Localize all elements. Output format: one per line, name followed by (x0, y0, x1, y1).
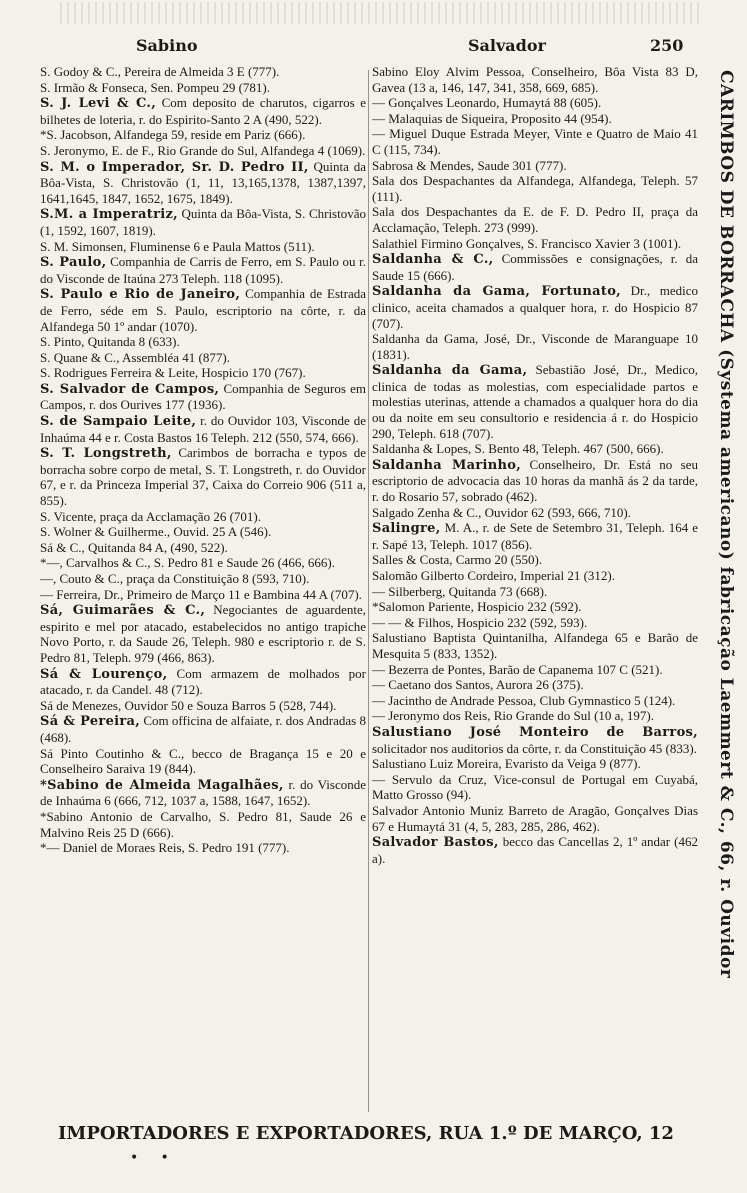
directory-entry (40, 127, 366, 143)
directory-entry (40, 381, 366, 413)
header-left: Sabino (136, 36, 198, 55)
entry-details: Com deposito de charutos, cigarros e bilhetes de loteria, r. do Espirito-Santo 2 A (490, 522). (40, 95, 366, 127)
entry-details: S. Pedro 191 (777). (184, 840, 290, 856)
entry-name: Sabino Eloy Alvim Pessoa, (372, 64, 525, 79)
entry-details: Pereira de Almeida 3 E (777). (120, 64, 280, 79)
entry-name: —, Couto & C., (40, 571, 124, 586)
entry-name: S. Vicente, (40, 508, 97, 524)
print-noise (60, 2, 700, 24)
entry-details: Companhia de Estrada de Ferro, séde em S. Paulo, escriptorio na côrte, r. da Alfandega 50 1º andar (1070). (40, 286, 366, 334)
directory-entry (40, 64, 366, 80)
entry-details: Rio Grande do Sul (10 a, 197). (490, 708, 655, 724)
directory-entry (40, 254, 366, 286)
directory-entry (372, 803, 698, 834)
directory-entry (372, 158, 698, 174)
directory-entry (40, 698, 366, 714)
entry-details: Ouvidor 62 (593, 666, 710). (481, 504, 631, 520)
directory-entry (372, 362, 698, 441)
entry-details: Sen. Pompeu 29 (781). (147, 79, 271, 95)
entry-details: Hospicio 170 (767). (198, 365, 306, 381)
entry-details: Carimbos de borracha e typos de borracha sobre corpo de metal, S. T. Longstreth, r. do Ouvidor 67, e r. da Princeza Imperial 37, Caixa do Correio 906 (511 a, 855). (40, 445, 366, 509)
entry-details: Sebastião José, Dr., Medico, clinica de todas as molestias, com especialidade partos e molestias uterinas, attende a chamados a qualquer hora do dia ou da noite em seu consultorio e residencia á r. do Hospicio 290, Teleph. 618 (707). (372, 362, 698, 441)
entry-details: S. Pedro 81, Saude 26 e Malvino Reis 25 D (666). (40, 808, 366, 840)
entry-name: — Miguel Duque Estrada Meyer, (372, 126, 550, 142)
entry-details: Quitanda 73 (668). (445, 583, 548, 599)
directory-entry (40, 365, 366, 381)
directory-entry (372, 236, 698, 252)
entry-name: Salathiel Firmino Gonçalves, (372, 235, 525, 251)
directory-entry (372, 708, 698, 724)
entry-details: Vinte e Quatro de Maio 41 C (115, 734). (372, 126, 698, 157)
footer-dots: • • (130, 1150, 169, 1166)
entry-name: S. de Sampaio Leite, (40, 414, 197, 430)
directory-entry (372, 505, 698, 521)
directory-entry (40, 571, 366, 587)
entry-details: S. Francisco Xavier 3 (1001). (524, 235, 682, 251)
entry-name: — Caetano dos Santos, (372, 677, 494, 693)
directory-entry (40, 840, 366, 856)
directory-entry (40, 413, 366, 445)
directory-entry (372, 630, 698, 661)
entry-name: Salomão Gilberto Cordeiro, (372, 568, 517, 583)
entry-name: *— Daniel de Moraes Reis, (40, 840, 185, 856)
entry-details: praça da Acclamação, Teleph. 273 (999). (372, 204, 698, 235)
entry-details: praça da Constituição 8 (593, 710). (123, 571, 310, 586)
entry-name: Saldanha da Gama, Fortunato, (372, 284, 621, 300)
entry-name: S. J. Levi & C., (40, 96, 157, 112)
directory-entry (40, 80, 366, 96)
entry-name: *S. Jacobson, (40, 127, 112, 143)
directory-entry (40, 540, 366, 556)
page-number: 250 (650, 36, 684, 55)
directory-entry (372, 662, 698, 678)
directory-entry (40, 587, 366, 603)
side-advertisement-text: CARIMBOS DE BORRACHA (Systema americano) fabricação Laemmert & C., 66, r. Ouvidor (716, 70, 736, 979)
entry-name: Sá Pinto Coutinho & C., (40, 745, 185, 761)
directory-entry (40, 206, 366, 238)
directory-entry (40, 159, 366, 207)
entry-name: — Jeronymo dos Reis, (372, 708, 491, 724)
entry-details: M. A., r. de Sete de Setembro 31, Teleph. 164 e r. Sapé 13, Teleph. 1017 (856). (372, 520, 698, 552)
entry-name: — Servulo da Cruz, (372, 771, 487, 787)
entry-details: Dr., Visconde de Maranguape 10 (1831). (372, 331, 698, 362)
directory-entry (372, 204, 698, 235)
entry-name: — Ferreira, (40, 586, 101, 602)
entry-details: Evaristo da Veiga 9 (877). (501, 756, 641, 772)
entry-details: Companhia de Seguros em Campos, r. dos Ourives 177 (1936). (40, 380, 366, 413)
entry-name: Sala dos Despachantes da Alfandega, (372, 173, 575, 189)
entry-details: Alfandega 59, reside em Pariz (666). (111, 127, 306, 143)
directory-entry (372, 331, 698, 362)
entry-details: Ouvidor 50 e Souza Barros 5 (528, 744). (121, 697, 337, 713)
directory-entry (40, 509, 366, 525)
directory-entry (40, 713, 366, 745)
entry-details: Barão de Capanema 107 C (521). (485, 661, 663, 677)
directory-entry (40, 239, 366, 255)
entry-name: Sá de Menezes, (40, 697, 122, 713)
entry-name: Salingre, (372, 521, 441, 537)
directory-entry (40, 334, 366, 350)
entry-details: becco das Cancellas 2, 1º andar (462 a). (372, 834, 698, 866)
entry-name: S. Rodrigues Ferreira & Leite, (40, 365, 199, 381)
entry-details: Ouvid. 25 A (546). (170, 524, 272, 540)
entry-details: Negociantes de aguardente, espirito e mel por atacado, estabelecidos no antigo trapiche Novo Porto, r. da Saude 26, Teleph. 980 e escriptorio r. de S. Pedro 81, Teleph. 979 (466, 863). (40, 602, 366, 665)
entry-details: Hospicio 232 (592). (473, 599, 582, 615)
entry-name: S. Salvador de Campos, (40, 381, 220, 397)
entry-details: r. do Visconde de Inhaúma 6 (666, 712, 1037 a, 1588, 1647, 1652). (40, 776, 366, 809)
entry-name: S. Pinto, (40, 334, 85, 350)
entry-details: solicitador nos auditorios da côrte, r. da Constituição 45 (833). (372, 740, 697, 756)
entry-name: Salvador Bastos, (372, 835, 499, 851)
entry-details: Quitanda 84 A, (490, 522). (84, 539, 228, 555)
directory-entry (40, 602, 366, 665)
entry-name: — — & Filhos, (372, 614, 454, 630)
directory-entry (372, 173, 698, 204)
entry-details: Proposito 44 (954). (507, 110, 612, 126)
entry-name: Salustiano José Monteiro de Barros, (372, 724, 698, 740)
entry-details: Com officina de alfaiate, r. dos Andradas 8 (468). (40, 713, 366, 745)
directory-entry (372, 615, 698, 631)
entry-details: Hospicio 232 (592, 593). (453, 614, 588, 630)
entry-details: Carmo 20 (550). (452, 552, 543, 568)
entry-details: Imperial 21 (312). (516, 568, 615, 583)
entry-name: Salvador Antonio Muniz Barreto de Aragão, (372, 802, 610, 818)
directory-entry (40, 95, 366, 127)
entry-name: Saldanha & C., (372, 252, 494, 268)
directory-entry (372, 111, 698, 127)
directory-entry (40, 524, 366, 540)
directory-entry (372, 552, 698, 568)
entry-details: Conselheiro, Bôa Vista 83 D, Gavea (13 a, 146, 147, 341, 358, 669, 685). (372, 64, 698, 95)
entry-details: r. do Ouvidor 103, Visconde de Inhaúma 44 e r. Costa Bastos 16 Teleph. 212 (550, 574, 666). (40, 413, 366, 445)
entry-name: S. Jeronymo, (40, 142, 109, 158)
directory-entry (372, 64, 698, 95)
header-right: Salvador (468, 36, 546, 55)
entry-name: S. T. Longstreth, (40, 446, 172, 462)
entry-details: Conselheiro, Dr. Está no seu escriptorio de advocacia das 10 horas da manhã ás 2 da tarde, r. do Rosario 57, sobrado (462). (372, 456, 698, 505)
entry-name: S. M. Simonsen, (40, 238, 127, 254)
entry-name: Saldanha Marinho, (372, 457, 522, 473)
entry-name: — Silberberg, (372, 583, 446, 599)
entry-details: S. Pedro 81 e Saude 26 (466, 666). (150, 555, 336, 571)
entry-details: Aurora 26 (375). (493, 677, 584, 693)
entry-details: Humaytá 88 (605). (499, 95, 602, 111)
entry-name: Salustiano Baptista Quintanilha, (372, 630, 548, 646)
directory-entry (372, 584, 698, 600)
directory-entry (372, 568, 698, 584)
entry-details: Alfandega, Teleph. 57 (111). (372, 173, 698, 204)
entry-name: — Malaquias de Siqueira, (372, 110, 508, 126)
entry-name: S.M. a Imperatriz, (40, 207, 178, 223)
directory-entry (40, 777, 366, 809)
entry-name: S. Paulo, (40, 255, 107, 271)
entry-details: Fluminense 6 e Paula Mattos (511). (126, 238, 315, 254)
entry-name: *Salomon Pariente, (372, 599, 474, 615)
entry-details: Quitanda 8 (633). (84, 334, 180, 350)
directory-entry (372, 283, 698, 331)
entry-name: Sala dos Despachantes da E. de F. D. Pedro II, (372, 204, 645, 220)
page-header (0, 36, 700, 60)
entry-details: Vice-consul de Portugal em Cuyabá, Matto Grosso (94). (372, 771, 698, 803)
column-divider (368, 70, 369, 1112)
entry-details: praça da Acclamação 26 (701). (96, 508, 261, 524)
entry-details: S. Bento 48, Teleph. 467 (500, 666). (471, 441, 664, 457)
directory-entry (40, 143, 366, 159)
entry-details: Gonçalves Dias 67 e Humaytá 31 (4, 5, 283, 285, 286, 462). (372, 802, 698, 834)
entry-name: *Sabino Antonio de Carvalho, (40, 808, 212, 824)
directory-entry (40, 746, 366, 777)
entry-name: — Jacintho de Andrade Pessoa, (372, 692, 537, 708)
entry-name: Sá & Lourenço, (40, 666, 168, 682)
directory-entry (372, 693, 698, 709)
page-footer: IMPORTADORES E EXPORTADORES, RUA 1.º DE MARÇO, 12 (58, 1123, 674, 1144)
directory-entry (372, 599, 698, 615)
entry-details: Quinta da Bôa-Vista, S. Christovão (1, 1592, 1607, 1819). (40, 206, 366, 238)
entry-name: S. Quane & C., (40, 349, 120, 365)
entry-name: *—, Carvalhos & C., (40, 555, 151, 571)
entry-name: S. Godoy & C., (40, 64, 121, 79)
directory-entry (40, 666, 366, 698)
directory-entry (372, 441, 698, 457)
left-column (40, 64, 366, 1116)
right-column (372, 64, 698, 1116)
entry-name: Salles & Costa, (372, 552, 453, 568)
entry-name: Saldanha da Gama, (372, 363, 528, 379)
directory-entry (372, 772, 698, 803)
entry-name: Sá, Guimarães & C., (40, 603, 206, 619)
directory-entry (372, 756, 698, 772)
entry-name: Sá & C., (40, 539, 85, 555)
entry-name: — Gonçalves Leonardo, (372, 95, 500, 111)
side-advertisement (702, 70, 738, 1100)
directory-entry (372, 834, 698, 866)
entry-name: S. Irmão & Fonseca, (40, 79, 148, 95)
directory-entry (372, 457, 698, 505)
directory-entry (40, 555, 366, 571)
directory-entry (40, 445, 366, 508)
entry-name: Sá & Pereira, (40, 714, 141, 730)
entry-name: S. Paulo e Rio de Janeiro, (40, 287, 241, 303)
entry-name: S. Wolner & Guilherme., (40, 524, 171, 540)
directory-entry (372, 251, 698, 283)
entry-name: Saldanha & Lopes, (372, 441, 472, 457)
directory-entry (40, 809, 366, 840)
entry-details: Quinta da Bôa-Vista, S. Christovão (1, 11, 13,165,1378, 1387,1397, 1641,1645, 1847, 1652, 1675, 1849). (40, 158, 366, 206)
entry-details: Club Gymnastico 5 (124). (536, 692, 676, 708)
entry-details: Dr., Primeiro de Março 11 e Bambina 44 A (707). (100, 586, 362, 602)
entry-details: Companhia de Carris de Ferro, em S. Paulo ou r. do Visconde de Itaúna 273 Teleph. 118 (1095). (40, 254, 366, 286)
entry-details: becco de Bragança 15 e 20 e Conselheiro Saraiva 19 (844). (40, 745, 366, 777)
entry-name: *Sabino de Almeida Magalhães, (40, 777, 284, 793)
entry-name: Salgado Zenha & C., (372, 504, 482, 520)
entry-name: Sabrosa & Mendes, (372, 157, 475, 173)
directory-entry (40, 286, 366, 334)
entry-name: — Bezerra de Pontes, (372, 661, 486, 677)
entry-details: Commissões e consignações, r. da Saude 15 (666). (372, 251, 698, 283)
directory-entry (372, 95, 698, 111)
entry-details: Saude 301 (777). (474, 157, 567, 173)
entry-details: E. de F., Rio Grande do Sul, Alfandega 4 (1069). (108, 142, 366, 158)
entry-details: Dr., medico clinico, aceita chamados a qualquer hora, r. do Hospicio 87 (707). (372, 283, 698, 331)
directory-entry (372, 677, 698, 693)
entry-name: S. M. o Imperador, Sr. D. Pedro II, (40, 159, 309, 175)
entry-name: Saldanha da Gama, José, (372, 331, 510, 347)
directory-entry (40, 350, 366, 366)
directory-entry (372, 126, 698, 157)
directory-entry (372, 520, 698, 552)
directory-entry (372, 724, 698, 756)
entry-details: Com armazem de molhados por atacado, r. da Candel. 48 (712). (40, 665, 366, 698)
entry-name: Salustiano Luiz Moreira, (372, 756, 502, 772)
entry-details: Alfandega 65 e Barão de Mesquita 5 (833, 1352). (372, 630, 698, 661)
entry-details: Assembléa 41 (877). (119, 349, 230, 365)
